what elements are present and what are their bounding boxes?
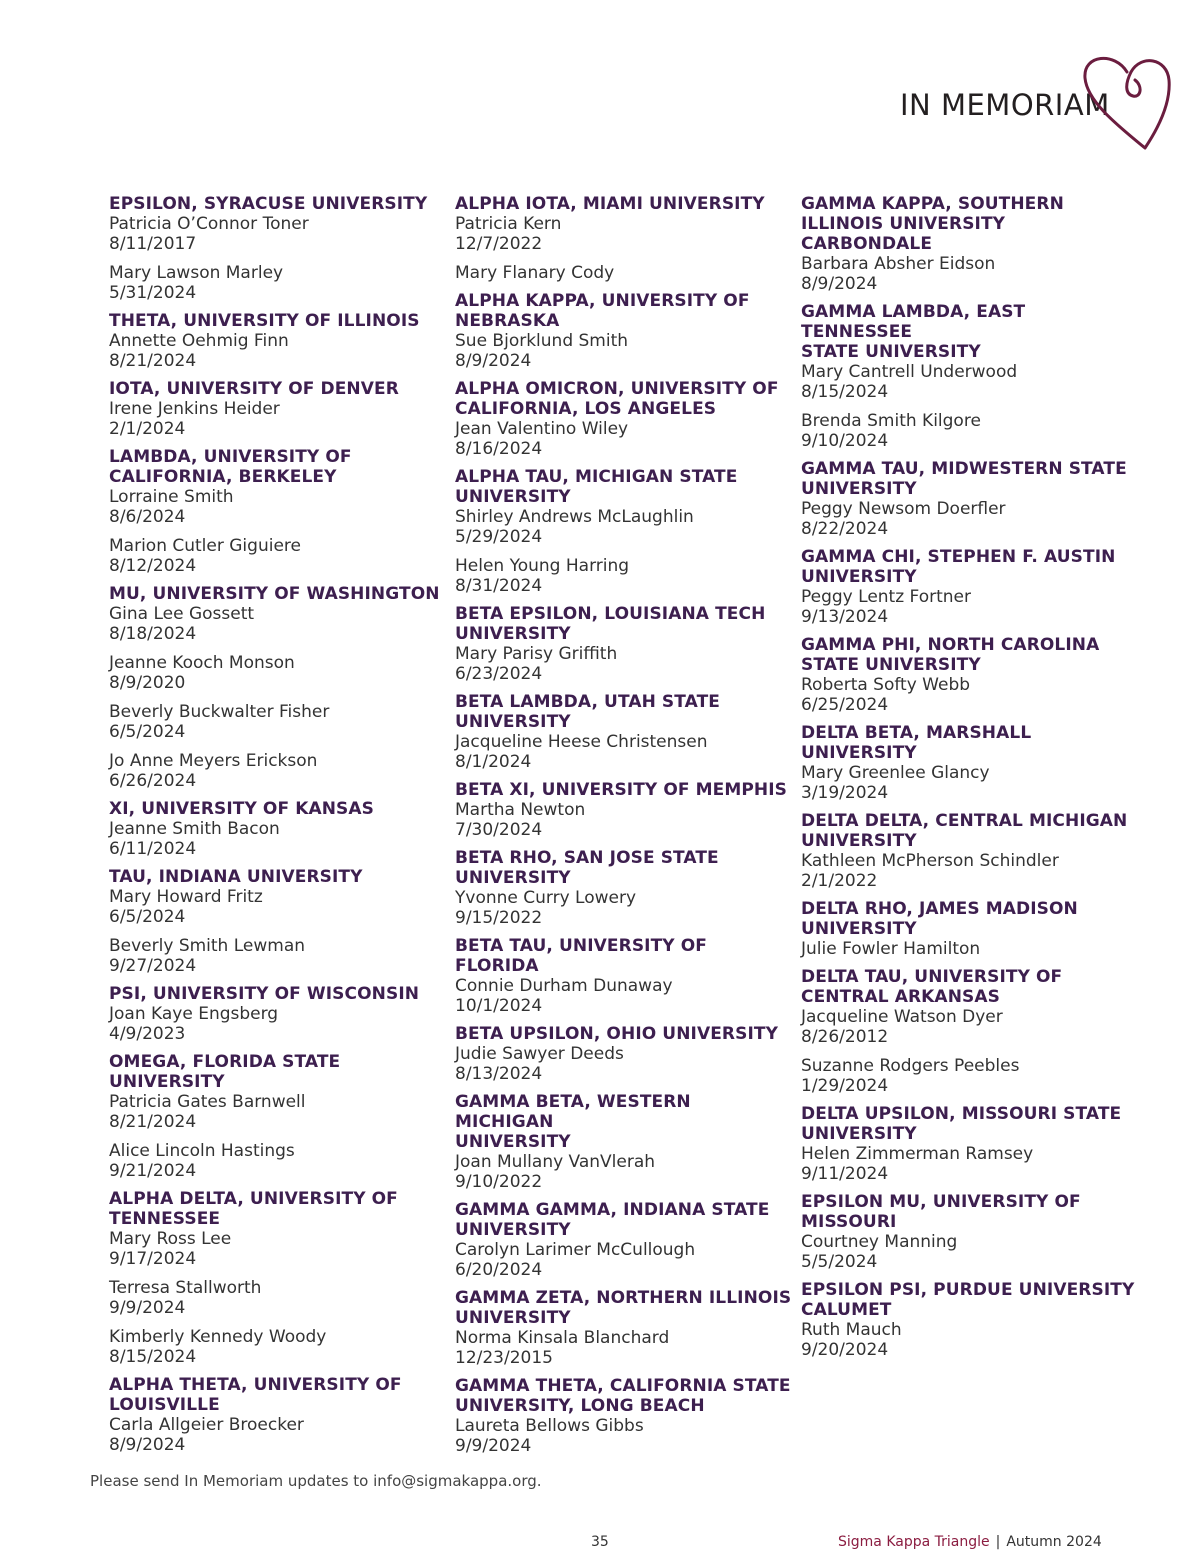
chapter-section xyxy=(109,311,449,371)
chapter-section xyxy=(455,936,795,1016)
chapter-heading: GAMMA BETA, WESTERN MICHIGAN UNIVERSITY xyxy=(455,1092,691,1152)
chapter-section xyxy=(109,447,449,576)
member-entry xyxy=(455,1328,795,1368)
member-name: Barbara Absher Eidson xyxy=(801,254,996,274)
member-entry xyxy=(801,587,1141,627)
member-name: Mary Ross Lee xyxy=(109,1229,232,1249)
member-date: 9/9/2024 xyxy=(109,1298,186,1318)
member-date: 8/11/2017 xyxy=(109,234,197,254)
chapter-section xyxy=(455,1200,795,1280)
member-entry xyxy=(109,487,449,527)
chapter-heading: EPSILON, SYRACUSE UNIVERSITY xyxy=(109,194,428,214)
member-date: 6/5/2024 xyxy=(109,722,186,742)
chapter-section xyxy=(455,692,795,772)
member-entry xyxy=(109,1004,449,1044)
member-name: Lorraine Smith xyxy=(109,487,234,507)
member-name: Carolyn Larimer McCullough xyxy=(455,1240,696,1260)
member-date: 6/23/2024 xyxy=(455,664,543,684)
member-name: Carla Allgeier Broecker xyxy=(109,1415,304,1435)
member-date: 8/21/2024 xyxy=(109,351,197,371)
member-date: 3/19/2024 xyxy=(801,783,889,803)
member-entry xyxy=(801,411,1141,451)
chapter-heading: DELTA DELTA, CENTRAL MICHIGAN UNIVERSITY xyxy=(801,811,1128,851)
member-entry xyxy=(109,1327,449,1367)
member-name: Mary Lawson Marley xyxy=(109,263,284,283)
chapter-heading: ALPHA TAU, MICHIGAN STATE UNIVERSITY xyxy=(455,467,738,507)
member-name: Mary Flanary Cody xyxy=(455,263,615,283)
member-name: Gina Lee Gossett xyxy=(109,604,255,624)
member-name: Alice Lincoln Hastings xyxy=(109,1141,295,1161)
member-name: Patricia O’Connor Toner xyxy=(109,214,309,234)
chapter-heading: BETA EPSILON, LOUISIANA TECH UNIVERSITY xyxy=(455,604,766,644)
member-name: Terresa Stallworth xyxy=(109,1278,262,1298)
chapter-section xyxy=(109,194,449,303)
member-name: Jacqueline Heese Christensen xyxy=(455,732,708,752)
member-date: 8/13/2024 xyxy=(455,1064,543,1084)
member-entry xyxy=(455,732,795,772)
chapter-section xyxy=(801,194,1141,294)
member-name: Patricia Gates Barnwell xyxy=(109,1092,306,1112)
chapter-section xyxy=(801,899,1141,959)
member-entry xyxy=(109,1141,449,1181)
member-date: 1/29/2024 xyxy=(801,1076,889,1096)
member-name: Mary Parisy Griffith xyxy=(455,644,618,664)
chapter-section xyxy=(801,811,1141,891)
member-entry xyxy=(109,331,449,371)
member-entry xyxy=(801,675,1141,715)
chapter-section xyxy=(109,984,449,1044)
member-date: 8/26/2012 xyxy=(801,1027,889,1047)
member-date: 9/10/2022 xyxy=(455,1172,543,1192)
member-entry xyxy=(801,1320,1141,1360)
member-date: 8/6/2024 xyxy=(109,507,186,527)
member-entry xyxy=(801,499,1141,539)
chapter-heading: GAMMA PHI, NORTH CAROLINA STATE UNIVERSITY xyxy=(801,635,1100,675)
chapter-section xyxy=(801,1192,1141,1272)
member-name: Helen Young Harring xyxy=(455,556,630,576)
chapter-heading: EPSILON PSI, PURDUE UNIVERSITY CALUMET xyxy=(801,1280,1135,1320)
chapter-section xyxy=(801,723,1141,803)
member-date: 5/31/2024 xyxy=(109,283,197,303)
chapter-heading: BETA TAU, UNIVERSITY OF FLORIDA xyxy=(455,936,707,976)
member-entry xyxy=(109,214,449,254)
memoriam-column-2 xyxy=(455,194,795,1464)
member-entry xyxy=(455,331,795,371)
member-date: 5/29/2024 xyxy=(455,527,543,547)
member-entry xyxy=(109,751,449,791)
chapter-section xyxy=(801,547,1141,627)
member-date: 2/1/2022 xyxy=(801,871,878,891)
chapter-heading: DELTA TAU, UNIVERSITY OF CENTRAL ARKANSAS xyxy=(801,967,1063,1007)
chapter-section xyxy=(455,780,795,840)
member-name: Joan Mullany VanVlerah xyxy=(455,1152,656,1172)
chapter-section xyxy=(109,867,449,976)
member-name: Joan Kaye Engsberg xyxy=(109,1004,279,1024)
chapter-section xyxy=(801,1104,1141,1184)
member-date: 12/7/2022 xyxy=(455,234,543,254)
chapter-section xyxy=(109,1189,449,1367)
member-date: 8/9/2024 xyxy=(109,1435,186,1455)
member-entry xyxy=(801,254,1141,294)
member-date: 8/18/2024 xyxy=(109,624,197,644)
member-name: Kathleen McPherson Schindler xyxy=(801,851,1059,871)
member-entry xyxy=(455,214,795,254)
member-date: 2/1/2024 xyxy=(109,419,186,439)
chapter-section xyxy=(109,799,449,859)
memoriam-column-1 xyxy=(109,194,449,1463)
member-entry xyxy=(801,1232,1141,1272)
chapter-heading: BETA LAMBDA, UTAH STATE UNIVERSITY xyxy=(455,692,720,732)
chapter-section xyxy=(455,1024,795,1084)
page-number: 35 xyxy=(591,1534,609,1550)
member-date: 8/16/2024 xyxy=(455,439,543,459)
member-entry xyxy=(801,851,1141,891)
member-name: Yvonne Curry Lowery xyxy=(455,888,637,908)
member-entry xyxy=(801,1007,1141,1047)
chapter-heading: LAMBDA, UNIVERSITY OF CALIFORNIA, BERKELEY xyxy=(109,447,352,487)
chapter-heading: ALPHA THETA, UNIVERSITY OF LOUISVILLE xyxy=(109,1375,402,1415)
member-entry xyxy=(109,399,449,439)
member-date: 8/12/2024 xyxy=(109,556,197,576)
chapter-section xyxy=(109,1375,449,1455)
chapter-heading: ALPHA IOTA, MIAMI UNIVERSITY xyxy=(455,194,765,214)
chapter-heading: XI, UNIVERSITY OF KANSAS xyxy=(109,799,375,819)
publication-name: Sigma Kappa Triangle xyxy=(838,1534,990,1550)
chapter-heading: DELTA BETA, MARSHALL UNIVERSITY xyxy=(801,723,1032,763)
member-date: 9/21/2024 xyxy=(109,1161,197,1181)
member-date: 9/17/2024 xyxy=(109,1249,197,1269)
member-entry xyxy=(109,819,449,859)
member-entry xyxy=(455,644,795,684)
chapter-section xyxy=(801,459,1141,539)
member-entry xyxy=(455,263,795,283)
member-name: Jo Anne Meyers Erickson xyxy=(109,751,318,771)
member-entry xyxy=(109,536,449,576)
member-name: Shirley Andrews McLaughlin xyxy=(455,507,694,527)
member-entry xyxy=(109,887,449,927)
member-entry xyxy=(109,1415,449,1455)
member-name: Mary Cantrell Underwood xyxy=(801,362,1018,382)
member-name: Suzanne Rodgers Peebles xyxy=(801,1056,1020,1076)
member-date: 8/9/2020 xyxy=(109,673,186,693)
member-date: 9/9/2024 xyxy=(455,1436,532,1456)
member-entry xyxy=(455,507,795,547)
member-name: Martha Newton xyxy=(455,800,586,820)
member-name: Annette Oehmig Finn xyxy=(109,331,289,351)
chapter-section xyxy=(455,467,795,596)
chapter-heading: ALPHA KAPPA, UNIVERSITY OF NEBRASKA xyxy=(455,291,750,331)
member-date: 9/13/2024 xyxy=(801,607,889,627)
member-entry xyxy=(455,1240,795,1280)
member-name: Laureta Bellows Gibbs xyxy=(455,1416,644,1436)
member-entry xyxy=(109,1278,449,1318)
member-entry xyxy=(801,1144,1141,1184)
member-name: Mary Greenlee Glancy xyxy=(801,763,990,783)
member-entry xyxy=(455,556,795,596)
member-date: 6/26/2024 xyxy=(109,771,197,791)
member-name: Judie Sawyer Deeds xyxy=(455,1044,624,1064)
member-name: Jean Valentino Wiley xyxy=(455,419,629,439)
member-entry xyxy=(455,419,795,459)
member-name: Beverly Smith Lewman xyxy=(109,936,306,956)
chapter-heading: GAMMA TAU, MIDWESTERN STATE UNIVERSITY xyxy=(801,459,1127,499)
member-entry xyxy=(109,936,449,976)
member-entry xyxy=(801,939,1141,959)
chapter-section xyxy=(455,1376,795,1456)
member-date: 10/1/2024 xyxy=(455,996,543,1016)
member-entry xyxy=(801,763,1141,803)
chapter-section xyxy=(801,635,1141,715)
chapter-section xyxy=(455,604,795,684)
chapter-section xyxy=(455,1092,795,1192)
member-entry xyxy=(455,800,795,840)
member-date: 8/15/2024 xyxy=(109,1347,197,1367)
member-entry xyxy=(455,888,795,928)
member-name: Brenda Smith Kilgore xyxy=(801,411,981,431)
chapter-section xyxy=(801,302,1141,451)
member-name: Julie Fowler Hamilton xyxy=(801,939,981,959)
chapter-heading: EPSILON MU, UNIVERSITY OF MISSOURI xyxy=(801,1192,1081,1232)
member-name: Marion Cutler Giguiere xyxy=(109,536,301,556)
member-name: Peggy Lentz Fortner xyxy=(801,587,971,607)
member-date: 9/10/2024 xyxy=(801,431,889,451)
member-entry xyxy=(109,653,449,693)
publication-info xyxy=(838,1534,1102,1550)
member-date: 8/1/2024 xyxy=(455,752,532,772)
member-name: Irene Jenkins Heider xyxy=(109,399,280,419)
member-name: Ruth Mauch xyxy=(801,1320,902,1340)
chapter-heading: PSI, UNIVERSITY OF WISCONSIN xyxy=(109,984,420,1004)
member-date: 7/30/2024 xyxy=(455,820,543,840)
member-name: Kimberly Kennedy Woody xyxy=(109,1327,327,1347)
chapter-heading: GAMMA CHI, STEPHEN F. AUSTIN UNIVERSITY xyxy=(801,547,1116,587)
member-date: 8/9/2024 xyxy=(801,274,878,294)
member-entry xyxy=(109,702,449,742)
member-entry xyxy=(109,1092,449,1132)
chapter-section xyxy=(801,967,1141,1096)
member-name: Sue Bjorklund Smith xyxy=(455,331,629,351)
member-date: 4/9/2023 xyxy=(109,1024,186,1044)
chapter-heading: BETA UPSILON, OHIO UNIVERSITY xyxy=(455,1024,779,1044)
chapter-heading: THETA, UNIVERSITY OF ILLINOIS xyxy=(109,311,420,331)
member-name: Jeanne Kooch Monson xyxy=(109,653,295,673)
chapter-heading: DELTA RHO, JAMES MADISON UNIVERSITY xyxy=(801,899,1078,939)
chapter-heading: GAMMA ZETA, NORTHERN ILLINOIS UNIVERSITY xyxy=(455,1288,792,1328)
member-entry xyxy=(455,976,795,1016)
chapter-heading: MU, UNIVERSITY OF WASHINGTON xyxy=(109,584,440,604)
member-date: 6/20/2024 xyxy=(455,1260,543,1280)
chapter-section xyxy=(455,848,795,928)
chapter-heading: TAU, INDIANA UNIVERSITY xyxy=(109,867,363,887)
member-date: 9/20/2024 xyxy=(801,1340,889,1360)
member-date: 8/21/2024 xyxy=(109,1112,197,1132)
memoriam-column-3 xyxy=(801,194,1141,1368)
chapter-section xyxy=(455,194,795,283)
member-date: 8/15/2024 xyxy=(801,382,889,402)
chapter-heading: IOTA, UNIVERSITY OF DENVER xyxy=(109,379,399,399)
member-entry xyxy=(801,362,1141,402)
chapter-heading: DELTA UPSILON, MISSOURI STATE UNIVERSITY xyxy=(801,1104,1122,1144)
chapter-section xyxy=(455,1288,795,1368)
page-header xyxy=(0,0,1200,170)
chapter-heading: BETA RHO, SAN JOSE STATE UNIVERSITY xyxy=(455,848,719,888)
member-date: 6/5/2024 xyxy=(109,907,186,927)
chapter-heading: ALPHA OMICRON, UNIVERSITY OF CALIFORNIA, LOS ANGELES xyxy=(455,379,779,419)
member-date: 12/23/2015 xyxy=(455,1348,553,1368)
member-name: Courtney Manning xyxy=(801,1232,958,1252)
chapter-heading: GAMMA GAMMA, INDIANA STATE UNIVERSITY xyxy=(455,1200,770,1240)
member-entry xyxy=(109,1229,449,1269)
member-date: 8/9/2024 xyxy=(455,351,532,371)
member-name: Norma Kinsala Blanchard xyxy=(455,1328,670,1348)
chapter-heading: BETA XI, UNIVERSITY OF MEMPHIS xyxy=(455,780,788,800)
member-entry xyxy=(455,1044,795,1084)
member-name: Jacqueline Watson Dyer xyxy=(801,1007,1003,1027)
member-name: Mary Howard Fritz xyxy=(109,887,263,907)
member-date: 5/5/2024 xyxy=(801,1252,878,1272)
chapter-heading: GAMMA KAPPA, SOUTHERN ILLINOIS UNIVERSITY CARBONDALE xyxy=(801,194,1064,254)
chapter-section xyxy=(109,584,449,791)
chapter-section xyxy=(455,291,795,371)
member-date: 8/22/2024 xyxy=(801,519,889,539)
member-entry xyxy=(801,1056,1141,1096)
member-name: Jeanne Smith Bacon xyxy=(109,819,280,839)
member-date: 6/11/2024 xyxy=(109,839,197,859)
chapter-section xyxy=(801,1280,1141,1360)
member-name: Peggy Newsom Doerfler xyxy=(801,499,1006,519)
chapter-section xyxy=(455,379,795,459)
member-name: Connie Durham Dunaway xyxy=(455,976,673,996)
page-title: IN MEMORIAM xyxy=(900,88,1110,122)
member-date: 8/31/2024 xyxy=(455,576,543,596)
member-entry xyxy=(455,1152,795,1192)
chapter-heading: GAMMA THETA, CALIFORNIA STATE UNIVERSITY, LONG BEACH xyxy=(455,1376,791,1416)
member-date: 9/15/2022 xyxy=(455,908,543,928)
chapter-heading: ALPHA DELTA, UNIVERSITY OF TENNESSEE xyxy=(109,1189,398,1229)
publication-issue: Autumn 2024 xyxy=(1006,1534,1102,1550)
footer-note: Please send In Memoriam updates to info@sigmakappa.org. xyxy=(90,1472,542,1490)
chapter-heading: OMEGA, FLORIDA STATE UNIVERSITY xyxy=(109,1052,341,1092)
heart-swirl-icon xyxy=(1075,50,1175,154)
chapter-heading: GAMMA LAMBDA, EAST TENNESSEE STATE UNIVERSITY xyxy=(801,302,1026,362)
member-entry xyxy=(109,604,449,644)
member-name: Patricia Kern xyxy=(455,214,562,234)
member-date: 9/11/2024 xyxy=(801,1164,889,1184)
member-name: Roberta Softy Webb xyxy=(801,675,971,695)
publication-separator: | xyxy=(995,1534,1001,1550)
chapter-section xyxy=(109,1052,449,1181)
member-entry xyxy=(455,1416,795,1456)
member-date: 6/25/2024 xyxy=(801,695,889,715)
member-name: Helen Zimmerman Ramsey xyxy=(801,1144,1034,1164)
member-date: 9/27/2024 xyxy=(109,956,197,976)
member-entry xyxy=(109,263,449,303)
member-name: Beverly Buckwalter Fisher xyxy=(109,702,330,722)
chapter-section xyxy=(109,379,449,439)
